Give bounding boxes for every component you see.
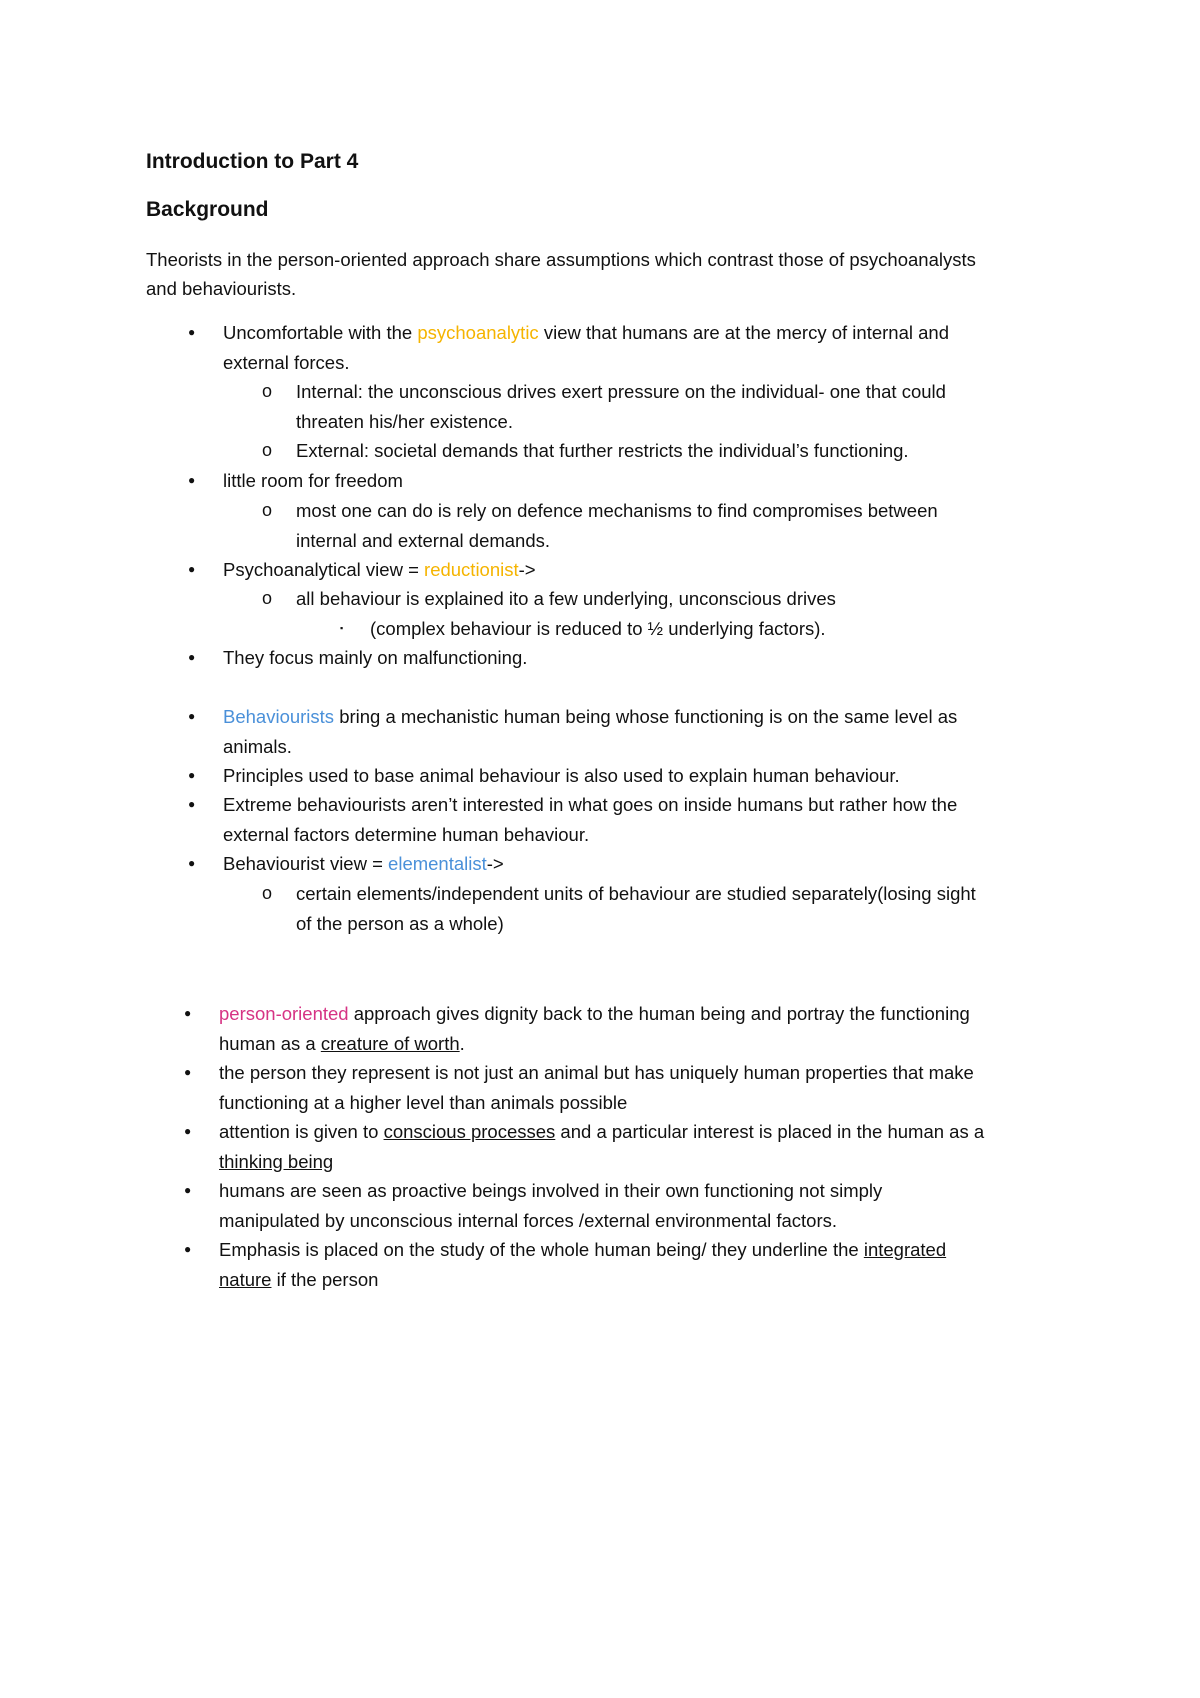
list-item: Psychoanalytical view = reductionist-> (223, 559, 536, 580)
list-item: person-oriented approach gives dignity back to the human being and portray the functioning human as a creature of worth. (219, 1003, 970, 1054)
list-item: all behaviour is explained ito a few underlying, unconscious drives (296, 588, 836, 609)
list-item: little room for freedom (223, 470, 403, 491)
list-item: Behaviourist view = elementalist-> (223, 853, 504, 874)
sub-bullet-marker: o (262, 500, 273, 520)
bullet-marker: ● (188, 650, 196, 664)
bullet-marker: ● (188, 797, 196, 811)
underlined-term: thinking being (219, 1150, 334, 1172)
bullet-marker: ● (184, 1006, 192, 1020)
bullet-marker: ● (188, 768, 196, 782)
list-item: Behaviourists bring a mechanistic human being whose functioning is on the same level as animals. (223, 706, 958, 757)
highlight-term: psychoanalytic (417, 322, 539, 343)
section-heading: Background (146, 198, 269, 221)
underlined-term: conscious processes (383, 1121, 556, 1142)
underlined-term: nature (219, 1268, 272, 1290)
bullet-marker: ● (184, 1183, 192, 1197)
bullet-marker: ● (188, 325, 196, 339)
list-item: They focus mainly on malfunctioning. (223, 647, 528, 668)
bullet-marker: ● (188, 473, 196, 487)
list-item: Extreme behaviourists aren’t interested in what goes on inside humans but rather how the external factors determine human behaviour. (223, 794, 958, 845)
list-item: most one can do is rely on defence mechanisms to find compromises between internal and external demands. (296, 500, 938, 551)
underlined-term: integrated (863, 1239, 947, 1260)
list-item: the person they represent is not just an animal but has uniquely human properties that make functioning at a higher level than animals possible (219, 1062, 974, 1113)
list-item: Principles used to base animal behaviour is also used to explain human behaviour. (223, 765, 900, 786)
page-title: Introduction to Part 4 (146, 150, 359, 173)
list-item: certain elements/independent units of behaviour are studied separately(losing sight of the person as a whole) (296, 883, 976, 934)
sub-bullet-marker: o (262, 440, 273, 460)
bullet-marker: ● (188, 856, 196, 870)
list-item: humans are seen as proactive beings involved in their own functioning not simply manipulated by unconscious internal forces /external environmental factors. (219, 1180, 883, 1231)
list-item: Internal: the unconscious drives exert pressure on the individual- one that could threaten his/her existence. External: societal demands that further restricts the individual’s functioning. (296, 381, 946, 461)
sub-bullet-marker: o (262, 588, 273, 608)
bullet-marker: ● (184, 1124, 192, 1138)
highlight-term: Behaviourists (223, 706, 335, 727)
bullet-marker: ● (188, 709, 196, 723)
bullet-marker: ● (184, 1065, 192, 1079)
sub-bullet-marker: o (262, 883, 273, 903)
list-item: Uncomfortable with the psychoanalytic view that humans are at the mercy of internal and external forces. (223, 322, 949, 373)
list-item: Emphasis is placed on the study of the whole human being/ they underline the integrated nature if the person (219, 1239, 947, 1290)
highlight-term: person-oriented (219, 1003, 349, 1024)
list-item: (complex behaviour is reduced to ½ underlying factors). (370, 618, 826, 639)
highlight-term: elementalist (388, 853, 487, 874)
list-item: attention is given to conscious processes and a particular interest is placed in the human as a thinking being (219, 1121, 985, 1172)
underlined-term: creature of worth (320, 1032, 460, 1054)
bullet-marker: ● (184, 1242, 192, 1256)
bullet-marker: ● (188, 562, 196, 576)
intro-paragraph: Theorists in the person-oriented approach share assumptions which contrast those of psychoanalysts and behaviourists. (146, 249, 976, 299)
sub-bullet-marker: o (262, 381, 273, 401)
subsub-bullet-marker: ▪ (340, 623, 344, 633)
highlight-term: reductionist (424, 559, 519, 580)
